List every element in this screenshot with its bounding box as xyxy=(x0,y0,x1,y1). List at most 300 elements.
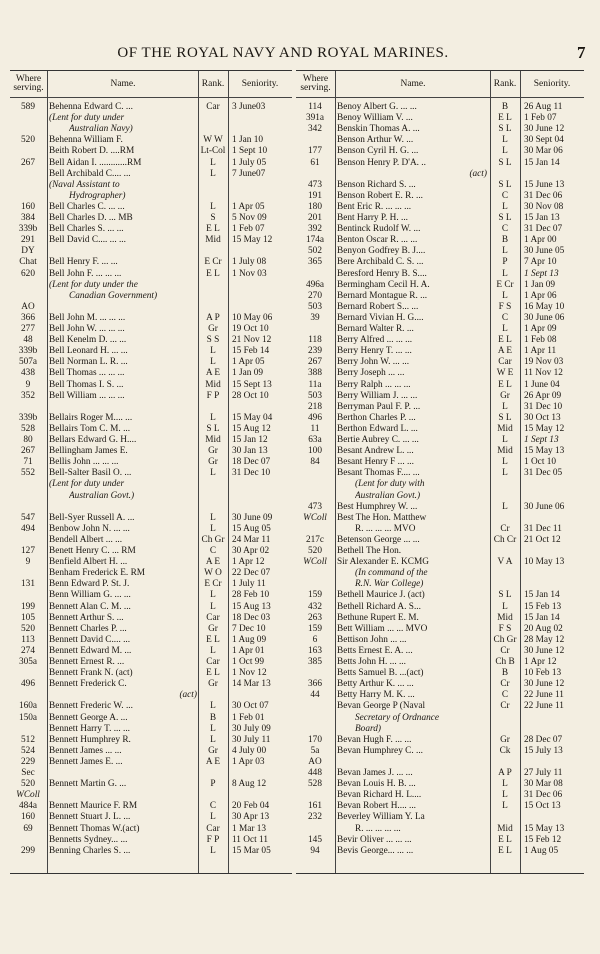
seniority-cell: 31 Dec 06 xyxy=(524,790,563,801)
seniority-cell: 21 Oct 12 xyxy=(524,534,561,545)
where-cell: 5a xyxy=(310,745,320,756)
where-cell: WColl xyxy=(303,557,327,568)
where-cell: 520 xyxy=(308,546,322,556)
name-cell: Bennett Humphrey R. xyxy=(49,734,131,745)
where-cell: 291 xyxy=(21,235,35,246)
rank-cell: Ck xyxy=(499,745,511,756)
rank-cell: E Cr xyxy=(204,579,222,590)
name-cell: Bell-Syer Russell A. ... xyxy=(49,512,135,523)
rank-cell: Car xyxy=(206,657,220,667)
seniority-cell: 15 Feb 14 xyxy=(232,346,270,357)
where-cell: 267 xyxy=(21,446,35,457)
col-rank-header: Rank. xyxy=(493,78,517,89)
where-cell: 339b xyxy=(18,412,38,423)
rank-cell: L xyxy=(502,246,508,257)
where-cell: 552 xyxy=(21,468,35,479)
rank-cell: S L xyxy=(498,412,512,423)
name-cell: Benn Edward P. St. J. xyxy=(49,579,130,590)
name-cell: Bennett James ... ... xyxy=(49,745,122,756)
rank-cell: S L xyxy=(498,590,512,601)
seniority-cell: 15 May 04 xyxy=(232,412,273,423)
name-cell: Betty Harry M. K. ... xyxy=(337,690,415,701)
rank-cell: L xyxy=(210,346,216,357)
where-cell: DY xyxy=(21,246,35,257)
seniority-cell: 7 Apr 10 xyxy=(524,257,557,268)
seniority-cell: 15 Sept 13 xyxy=(232,379,272,390)
seniority-cell: 19 Nov 03 xyxy=(524,357,564,368)
seniority-cell: 30 July 09 xyxy=(232,723,271,734)
seniority-cell: 30 Mar 08 xyxy=(524,779,563,790)
where-cell: 118 xyxy=(308,335,322,346)
where-cell: 80 xyxy=(23,435,33,445)
where-cell: 69 xyxy=(23,823,33,834)
where-cell: 438 xyxy=(21,368,35,379)
seniority-cell: 1 Aug 09 xyxy=(232,634,267,645)
seniority-cell: 1 Feb 01 xyxy=(232,712,265,723)
seniority-cell: 30 Sept 04 xyxy=(524,135,564,146)
name-cell: Benoy William V. ... xyxy=(337,113,413,124)
where-cell: 502 xyxy=(308,246,322,257)
name-cell: Bevan James J. ... ... xyxy=(337,768,413,778)
name-cell: Secretary of Ordnance xyxy=(355,712,439,723)
rank-cell: S S xyxy=(206,335,220,346)
seniority-cell: 1 Apr 01 xyxy=(232,645,265,656)
seniority-cell: 8 Aug 12 xyxy=(232,779,267,790)
where-cell: 9 xyxy=(25,557,31,568)
seniority-cell: 31 Dec 06 xyxy=(524,190,563,201)
rank-cell: P xyxy=(502,257,508,268)
seniority-cell: 30 Nov 08 xyxy=(524,201,564,212)
seniority-cell: 15 June 13 xyxy=(524,179,565,190)
seniority-cell: 30 June 12 xyxy=(524,679,565,690)
rank-cell: S L xyxy=(498,124,512,135)
where-cell: 170 xyxy=(308,734,322,745)
col-rank-header: Rank. xyxy=(201,78,225,89)
rank-cell: S L xyxy=(498,179,512,190)
where-cell: 524 xyxy=(21,745,35,756)
rank-cell: Cr xyxy=(500,523,510,534)
name-cell: Bevan Richard H. L.... xyxy=(337,790,422,801)
seniority-cell: 1 Sept 13 xyxy=(524,268,559,279)
rank-cell: Mid xyxy=(205,435,221,445)
rank-cell: C xyxy=(209,546,217,556)
seniority-cell: 26 Aug 11 xyxy=(524,102,563,112)
where-cell: 174a xyxy=(305,235,325,246)
where-cell: 365 xyxy=(308,257,322,268)
name-cell: Benson Henry P. D'A. .. xyxy=(337,157,426,168)
name-cell: Bevis George... ... ... xyxy=(337,845,414,856)
where-cell: 6 xyxy=(312,634,318,645)
seniority-cell: 31 Dec 05 xyxy=(524,468,563,479)
name-cell: Behenna Edward C. ... xyxy=(49,102,133,112)
name-cell: Best Humphrey W. ... xyxy=(337,501,418,512)
seniority-cell: 1 Jan 09 xyxy=(524,279,555,290)
where-cell: 339b xyxy=(18,346,38,357)
name-cell: Benoy Albert G. ... ... xyxy=(337,102,417,112)
seniority-cell: 1 Apr 12 xyxy=(232,557,265,568)
where-cell: 496 xyxy=(21,679,35,690)
rank-cell: E L xyxy=(498,379,512,390)
rank-cell: E Cr xyxy=(204,257,222,268)
seniority-cell: 1 July 11 xyxy=(232,579,266,590)
rank-cell: E L xyxy=(206,268,220,279)
rank-cell: Ch Gr xyxy=(201,534,225,545)
rank-cell: E L xyxy=(206,224,220,235)
seniority-cell: 30 June 05 xyxy=(524,246,565,257)
seniority-cell: 1 Feb 08 xyxy=(524,335,557,346)
rank-cell: L xyxy=(210,723,216,734)
name-cell: Bennett Charles P. ... xyxy=(49,623,127,634)
name-cell: Bennett Harry T. ... ... xyxy=(49,723,130,734)
seniority-cell: 15 Oct 13 xyxy=(524,801,561,812)
name-cell: Berry John W. ... ... xyxy=(337,357,410,368)
where-cell: 94 xyxy=(310,845,320,856)
where-cell: 305a xyxy=(18,657,38,667)
name-cell: Benskin Thomas A. ... xyxy=(337,124,420,135)
where-cell: 71 xyxy=(23,457,33,468)
seniority-cell: 15 Jan 14 xyxy=(524,590,560,601)
seniority-cell: 22 June 11 xyxy=(524,701,564,712)
seniority-cell: 16 May 10 xyxy=(524,301,565,312)
where-cell: 267 xyxy=(308,357,322,368)
rank-cell: V A xyxy=(497,557,513,568)
seniority-cell: 22 June 11 xyxy=(524,690,564,701)
name-cell: Bernard Robert S... ... xyxy=(337,301,419,312)
where-cell: 229 xyxy=(21,756,35,767)
rank-cell: L xyxy=(502,779,508,790)
name-cell: Bennetts Sydney... ... xyxy=(49,834,128,845)
seniority-cell: 31 Dec 07 xyxy=(524,224,563,235)
seniority-cell: 10 May 06 xyxy=(232,312,273,323)
seniority-cell: 15 Aug 12 xyxy=(232,423,271,434)
rank-cell: C xyxy=(501,690,509,701)
where-cell: 392 xyxy=(308,224,322,235)
name-cell: (Naval Assistant to xyxy=(49,179,120,190)
rank-cell: B xyxy=(501,102,509,112)
rank-cell: E L xyxy=(498,113,512,124)
rank-cell: L xyxy=(210,468,216,479)
name-cell: Bell Archibald C.... ... xyxy=(49,168,131,179)
rank-cell: P xyxy=(210,779,216,790)
name-cell: Betty Arthur K. ... ... xyxy=(337,679,414,690)
rank-cell: B xyxy=(501,668,509,679)
name-cell: Berry Ralph ... ... ... xyxy=(337,379,411,390)
rank-cell: L xyxy=(502,468,508,479)
seniority-cell: 10 May 13 xyxy=(524,557,565,568)
where-cell: 160 xyxy=(21,201,35,212)
where-cell: 100 xyxy=(308,446,322,457)
seniority-cell: 15 Aug 13 xyxy=(232,601,271,612)
where-cell: 61 xyxy=(310,157,320,168)
rank-cell: Car xyxy=(206,823,220,834)
name-cell: Bell Henry F. ... ... xyxy=(49,257,118,268)
rank-cell: L xyxy=(502,401,508,412)
seniority-cell: 1 Sept 13 xyxy=(524,435,559,445)
name-cell: Bennett Edward M. ... xyxy=(49,645,132,656)
name-cell: Berry William J. ... ... xyxy=(337,390,418,401)
rank-cell: L xyxy=(502,135,508,146)
seniority-cell: 21 Nov 12 xyxy=(232,335,272,346)
where-cell: 218 xyxy=(308,401,322,412)
where-cell: 432 xyxy=(308,601,322,612)
name-cell: Bellars Edward G. H.... xyxy=(49,435,137,445)
where-cell: 391a xyxy=(305,113,325,124)
seniority-cell: 7 June07 xyxy=(232,168,266,179)
rank-cell: A E xyxy=(205,557,221,568)
seniority-cell: 1 Apr 11 xyxy=(524,346,557,357)
rank-cell: L xyxy=(210,412,216,423)
rank-cell: Gr xyxy=(500,390,510,401)
seniority-cell: 30 Apr 02 xyxy=(232,546,270,556)
rank-cell: Gr xyxy=(208,457,218,468)
name-cell: Bell Charles C. ... ... xyxy=(49,201,125,212)
name-cell: Bennett Frederic W. ... xyxy=(49,701,133,712)
rank-cell: L xyxy=(502,201,508,212)
where-cell: 512 xyxy=(21,734,35,745)
rank-cell: W E xyxy=(496,368,514,379)
name-cell: Bennett Martin G. ... xyxy=(49,779,127,790)
seniority-cell: 31 Dec 10 xyxy=(232,468,271,479)
name-cell: Behenna William F. xyxy=(49,135,123,146)
seniority-cell: 26 Apr 09 xyxy=(524,390,562,401)
where-cell: WColl xyxy=(303,512,327,523)
name-cell: Bermingham Cecil H. A. xyxy=(337,279,430,290)
name-cell: Best The Hon. Matthew xyxy=(337,512,427,523)
rank-cell: Gr xyxy=(208,446,218,457)
name-cell: Bevir Oliver ... ... ... xyxy=(337,834,412,845)
seniority-cell: 31 Dec 11 xyxy=(524,523,562,534)
where-cell: 48 xyxy=(23,335,33,346)
seniority-cell: 1 Apr 06 xyxy=(524,290,557,301)
name-cell: Beverley William Y. La xyxy=(337,812,425,823)
rank-cell: L xyxy=(502,601,508,612)
rank-cell: L xyxy=(210,601,216,612)
seniority-cell: 1 Aug 05 xyxy=(524,845,559,856)
seniority-cell: 10 Feb 13 xyxy=(524,668,562,679)
name-cell: R. ... ... ... MVO xyxy=(355,523,416,534)
rank-cell: Mid xyxy=(497,423,513,434)
seniority-cell: 1 Jan 09 xyxy=(232,368,263,379)
where-cell: 528 xyxy=(21,423,35,434)
seniority-cell: 1 Feb 07 xyxy=(524,113,557,124)
where-cell: 161 xyxy=(308,801,322,812)
col-where-header: Where serving. xyxy=(13,74,44,93)
where-cell: 520 xyxy=(21,779,35,790)
where-cell: 494 xyxy=(21,523,35,534)
seniority-cell: 20 Feb 04 xyxy=(232,801,270,812)
name-cell: Besant Andrew L. ... xyxy=(337,446,414,457)
rank-cell: L xyxy=(210,168,216,179)
rank-cell: Cr xyxy=(500,679,510,690)
seniority-cell: 28 Feb 10 xyxy=(232,590,270,601)
where-cell: 39 xyxy=(310,312,320,323)
rank-cell: Mid xyxy=(205,379,221,390)
where-cell: 547 xyxy=(21,512,35,523)
name-cell: Bennett Frederick C. xyxy=(49,679,127,690)
name-cell: Benham Frederick E. RM xyxy=(49,568,146,579)
name-cell: Bernard Walter R. ... xyxy=(337,324,414,334)
rank-cell: Mid xyxy=(205,235,221,246)
where-cell: 131 xyxy=(21,579,35,590)
where-cell: 507a xyxy=(18,357,38,368)
where-cell: 496a xyxy=(305,279,325,290)
seniority-cell: 1 Feb 07 xyxy=(232,224,265,235)
rank-cell: L xyxy=(210,701,216,712)
seniority-cell: 15 May 12 xyxy=(232,235,273,246)
rank-cell: C xyxy=(501,190,509,201)
where-cell: 496 xyxy=(308,412,322,423)
rank-cell: Car xyxy=(206,102,220,112)
where-cell: 127 xyxy=(21,546,35,556)
where-cell: 44 xyxy=(310,690,320,701)
name-cell: Benyon Godfrey B. J.... xyxy=(337,246,426,257)
seniority-cell: 1 Apr 05 xyxy=(232,201,265,212)
where-cell: 239 xyxy=(308,346,322,357)
name-cell: Bell John M. ... ... ... xyxy=(49,312,126,323)
name-cell: Bernard Vivian H. G.... xyxy=(337,312,424,323)
rank-cell: Ch Cr xyxy=(493,534,517,545)
where-cell: 267 xyxy=(21,157,35,168)
where-cell: 384 xyxy=(21,213,35,223)
seniority-cell: 1 Apr 03 xyxy=(232,756,265,767)
rank-cell: L xyxy=(210,201,216,212)
name-cell: Bennett James E. ... xyxy=(49,756,123,767)
seniority-cell: 28 May 12 xyxy=(524,634,565,645)
seniority-cell: 15 Aug 05 xyxy=(232,523,271,534)
rank-cell: F P xyxy=(206,390,220,401)
where-cell: 473 xyxy=(308,179,322,190)
name-cell: Bell Norman L. R. ... xyxy=(49,357,128,368)
seniority-cell: 30 June 06 xyxy=(524,501,565,512)
seniority-cell: 15 Jan 12 xyxy=(232,435,268,445)
name-cell: Bellis John ... ... ... xyxy=(49,457,119,468)
rank-cell: F P xyxy=(206,834,220,845)
where-cell: 232 xyxy=(308,812,322,823)
where-cell: 163 xyxy=(308,645,322,656)
rank-cell: L xyxy=(502,501,508,512)
seniority-cell: 15 July 13 xyxy=(524,745,563,756)
rank-cell: L xyxy=(502,790,508,801)
where-cell: WColl xyxy=(16,790,40,801)
name-cell: Bent Eric R. ... ... ... xyxy=(337,201,412,212)
seniority-cell: 30 Oct 07 xyxy=(232,701,269,712)
page-title: OF THE ROYAL NAVY AND ROYAL MARINES. xyxy=(117,45,449,61)
seniority-cell: 19 Oct 10 xyxy=(232,324,269,334)
name-cell: Berryman Paul F. P. ... xyxy=(337,401,421,412)
name-cell: Betts Ernest E. A. ... xyxy=(337,645,413,656)
name-cell: Bennett Stuart J. L. ... xyxy=(49,812,131,823)
name-cell: Beith Robert D. ....RM xyxy=(49,146,135,157)
seniority-cell: 1 Sept 10 xyxy=(232,146,268,157)
seniority-cell: 11 Oct 11 xyxy=(232,834,268,845)
name-cell: Bell Charles D. ... MB xyxy=(49,213,133,223)
name-cell: Bevan Humphrey C. ... xyxy=(337,745,423,756)
name-cell: Bell-Salter Basil O. ... xyxy=(49,468,132,479)
name-cell: Bell Thomas I. S. ... xyxy=(49,379,124,390)
rank-cell: L xyxy=(210,512,216,523)
col-seniority-header: Seniority. xyxy=(533,78,571,89)
name-cell: Betenson George ... ... xyxy=(337,534,420,545)
name-cell: Bennett Arthur S. ... xyxy=(49,612,124,623)
name-cell: Benton Oscar R. ... ... xyxy=(337,235,418,246)
where-cell: 11a xyxy=(308,379,322,390)
seniority-cell: 1 Apr 09 xyxy=(524,324,557,334)
seniority-cell: 30 Jan 13 xyxy=(232,446,268,457)
name-cell: Benson Arthur W. ... xyxy=(337,135,414,146)
name-cell: Bethune Rupert E. M. xyxy=(337,612,419,623)
name-cell: Bevan Louis H. B. ... xyxy=(337,779,416,790)
rank-cell: Ch Gr xyxy=(493,634,517,645)
name-cell: Bennett Ernest R. ... xyxy=(49,657,125,667)
seniority-cell: 11 Nov 12 xyxy=(524,368,563,379)
name-cell: Bevan George P (Naval xyxy=(337,701,426,712)
name-cell: Benson Robert E. R. ... xyxy=(337,190,423,201)
rank-cell: Lt-Col xyxy=(200,146,226,157)
name-cell: Berry Alfred ... ... ... xyxy=(337,335,413,346)
seniority-cell: 30 Mar 06 xyxy=(524,146,563,157)
seniority-cell: 30 July 11 xyxy=(232,734,271,745)
where-cell: 299 xyxy=(21,845,35,856)
where-cell: 520 xyxy=(21,623,35,634)
where-cell: 159 xyxy=(308,590,322,601)
name-cell: Bennett Alan C. M. ... xyxy=(49,601,131,612)
name-cell: Bennett David C.... ... xyxy=(49,634,131,645)
rank-cell: Ch B xyxy=(495,657,515,667)
rank-cell: S L xyxy=(498,213,512,223)
seniority-cell: 15 Jan 14 xyxy=(524,612,560,623)
where-cell: 191 xyxy=(308,190,322,201)
page-number: 7 xyxy=(577,43,586,62)
seniority-cell: 15 Jan 13 xyxy=(524,213,560,223)
seniority-cell: 15 May 13 xyxy=(524,823,565,834)
seniority-cell: 7 Dec 10 xyxy=(232,623,266,634)
rank-cell: E L xyxy=(206,668,220,679)
col-seniority-header: Seniority. xyxy=(241,78,279,89)
where-cell: 385 xyxy=(308,657,322,667)
rank-cell: Mid xyxy=(497,612,513,623)
name-cell: Besant Thomas F.... ... xyxy=(337,468,420,479)
where-cell: 9 xyxy=(25,379,31,390)
rank-cell: S xyxy=(210,213,216,223)
name-cell: Australian Navy) xyxy=(69,124,133,135)
name-cell: Bell Thomas ... ... ... xyxy=(49,368,125,379)
rank-cell: L xyxy=(502,268,508,279)
seniority-cell: 1 Jan 10 xyxy=(232,135,263,146)
rank-cell: A E xyxy=(205,756,221,767)
name-cell: Board) xyxy=(355,723,381,734)
seniority-cell: 18 Dec 07 xyxy=(232,457,271,468)
rank-cell: L xyxy=(502,435,508,445)
name-cell: Benson Richard S. ... xyxy=(337,179,416,190)
seniority-cell: 1 Nov 03 xyxy=(232,268,267,279)
where-cell: 620 xyxy=(21,268,35,279)
seniority-cell: 1 Apr 00 xyxy=(524,235,557,246)
where-cell: 11 xyxy=(310,423,320,434)
rank-cell: Mid xyxy=(497,446,513,457)
rank-cell: C xyxy=(501,224,509,235)
seniority-cell: 1 Nov 12 xyxy=(232,668,267,679)
where-cell: 473 xyxy=(308,501,322,512)
where-cell: 366 xyxy=(308,679,322,690)
where-cell: Chat xyxy=(19,257,37,268)
rank-cell: Cr xyxy=(500,645,510,656)
rank-cell: L xyxy=(210,734,216,745)
name-cell: Berthon Charles P. ... xyxy=(337,412,416,423)
name-cell: Berthon Edward L. ... xyxy=(337,423,418,434)
name-cell: Benning Charles S. ... xyxy=(49,845,131,856)
seniority-cell: 30 Apr 13 xyxy=(232,812,270,823)
where-cell: 113 xyxy=(21,634,35,645)
